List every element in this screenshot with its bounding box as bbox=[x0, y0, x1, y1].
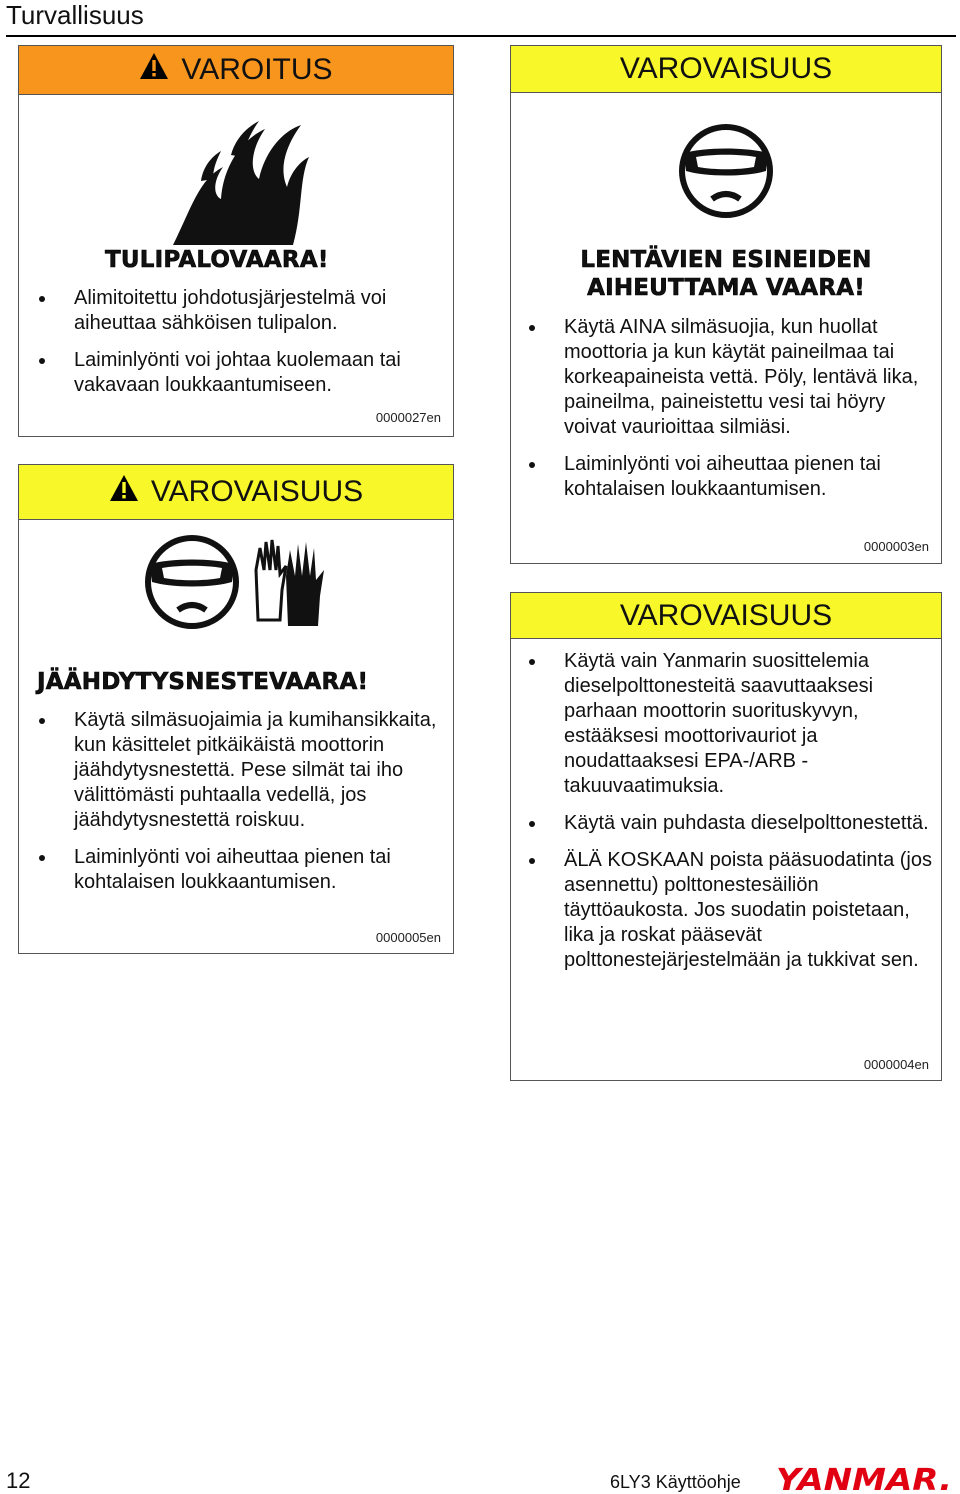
list-item: Laiminlyönti voi johtaa kuolemaan tai vakavaan loukkaantumiseen. bbox=[29, 348, 449, 398]
document-title: 6LY3 Käyttöohje bbox=[610, 1472, 741, 1492]
goggles-face-icon bbox=[511, 104, 941, 234]
label-code: 0000005en bbox=[375, 930, 441, 945]
caution-banner-label: VAROVAISUUS bbox=[619, 52, 833, 85]
ppe-pictogram bbox=[19, 527, 453, 637]
warning-banner-label: VAROITUS bbox=[181, 53, 333, 86]
warning-triangle-icon bbox=[109, 474, 139, 510]
yanmar-logo bbox=[776, 1462, 954, 1494]
title-line: LENTÄVIEN ESINEIDEN bbox=[580, 247, 872, 273]
bullet-icon bbox=[529, 325, 535, 331]
warning-banner bbox=[19, 46, 453, 95]
label-code: 0000004en bbox=[863, 1057, 929, 1072]
list-item: Käytä vain puhdasta dieselpolttonestettä. bbox=[519, 811, 939, 836]
caution-banner bbox=[511, 593, 941, 639]
caution-banner bbox=[19, 465, 453, 520]
bullet-icon bbox=[39, 296, 45, 302]
list-item: Laiminlyönti voi aiheuttaa pienen tai kohtalaisen loukkaantumisen. bbox=[29, 845, 449, 895]
fire-warning-panel bbox=[18, 45, 454, 437]
warning-triangle-icon bbox=[139, 52, 169, 88]
coolant-bullet-list bbox=[29, 708, 449, 907]
brand-text: YANMAR. bbox=[776, 1463, 952, 1494]
bullet-icon bbox=[39, 855, 45, 861]
list-item: Käytä silmäsuojaimia ja kumihansikkaita, kun käsittelet pitkäikäistä moottorin jäähdytysnestettä. Pese silmät tai iho välittömästi puhtaalla vedellä, jos jäähdytysnestettä roiskuu. bbox=[29, 708, 449, 833]
caution-banner-label: VAROVAISUUS bbox=[150, 475, 364, 508]
bullet-icon bbox=[39, 718, 45, 724]
flying-objects-caution-panel bbox=[510, 45, 942, 564]
page-heading: Turvallisuus bbox=[6, 0, 144, 30]
caution-banner-label: VAROVAISUUS bbox=[619, 598, 833, 632]
fire-icon bbox=[19, 104, 453, 254]
fuel-caution-panel bbox=[510, 592, 942, 1081]
flying-objects-hazard-title bbox=[511, 246, 941, 302]
title-line: AIHEUTTAMA VAARA! bbox=[587, 275, 865, 301]
caution-banner bbox=[511, 46, 941, 93]
list-item: ÄLÄ KOSKAAN poista pääsuodatinta (jos asennettu) polttonestesäiliön täyttöaukosta. Jos suodatin poistetaan, lika ja roskat pääsevät polttonestejärjestelmään ja tukkivat sen. bbox=[519, 848, 939, 973]
list-item: Laiminlyönti voi aiheuttaa pienen tai kohtalaisen loukkaantumisen. bbox=[519, 452, 939, 502]
label-code: 0000003en bbox=[863, 539, 929, 554]
fire-hazard-title: TULIPALOVAARA! bbox=[105, 247, 329, 273]
fuel-bullet-list bbox=[519, 649, 939, 985]
flying-objects-bullet-list bbox=[519, 315, 939, 514]
page-number: 12 bbox=[6, 1468, 31, 1493]
list-item: Käytä AINA silmäsuojia, kun huollat moottoria ja kun käytät paineilmaa tai korkeapaineista vettä. Pöly, lentävä lika, paineilma, paineistettu vesi tai höyry voivat vaurioittaa silmiäsi. bbox=[519, 315, 939, 440]
bullet-icon bbox=[39, 358, 45, 364]
bullet-icon bbox=[529, 659, 535, 665]
list-item: Käytä vain Yanmarin suosittelemia dieselpolttonesteitä saavuttaaksesi parhaan moottorin suorituskyvyn, estääksesi moottorivauriot ja noudattaaksesi EPA-/ARB - takuuvaatimuksia. bbox=[519, 649, 939, 799]
coolant-hazard-title: JÄÄHDYTYSNESTEVAARA! bbox=[37, 669, 369, 695]
bullet-icon bbox=[529, 462, 535, 468]
label-code: 0000027en bbox=[375, 410, 441, 425]
heading-rule bbox=[6, 35, 956, 37]
goggles-face-icon bbox=[142, 530, 242, 635]
fire-bullet-list bbox=[29, 286, 449, 410]
bullet-icon bbox=[529, 858, 535, 864]
list-item: Alimitoitettu johdotusjärjestelmä voi aiheuttaa sähköisen tulipalon. bbox=[29, 286, 449, 336]
bullet-icon bbox=[529, 821, 535, 827]
gloves-icon bbox=[250, 530, 330, 635]
coolant-caution-panel bbox=[18, 464, 454, 954]
